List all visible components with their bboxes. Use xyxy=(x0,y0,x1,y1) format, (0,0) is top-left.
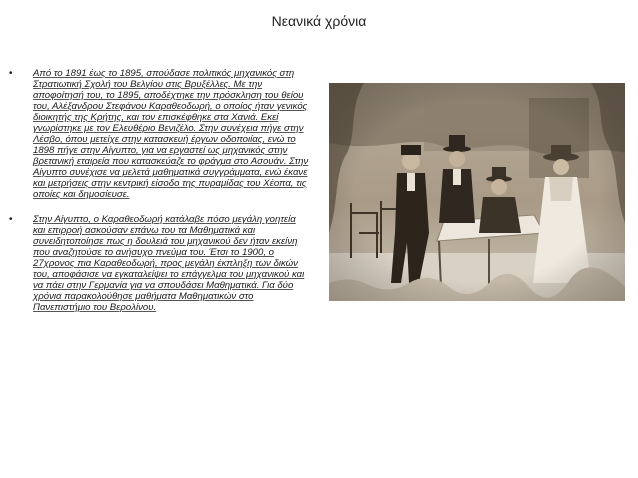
sepia-group-photo xyxy=(329,83,625,301)
bullet-item-1 xyxy=(9,68,309,200)
slide-title: Νεανικά χρόνια xyxy=(271,13,367,29)
bullet-text: Στην Αίγυπτο, ο Καραθεοδωρή κατάλαβε πόσο μεγάλη γοητεία και επιρροή ασκούσαν επάνω του τα Μαθηματικά και συνειδητοποίησε πως η δουλειά του μηχανικού δεν ήταν εκείνη που αναζητούσε το ανήσυχο πνεύμα του. Έτσι το 1900, ο 27χρονος πια Καραθεοδωρή, προς μεγάλη έκπληξη των δικών του, αποφάσισε να εγκαταλείψει το επάγγελμα του μηχανικού και να πάει στην Γερμανία για να σπουδάσει Μαθηματικά. Για δύο χρόνια παρακολούθησε μαθήματα Μαθηματικών στο Πανεπιστήμιο του Βερολίνου. xyxy=(33,214,305,313)
photo-image xyxy=(329,83,625,301)
bullet-item-2 xyxy=(9,214,309,313)
bullet-list xyxy=(9,68,309,327)
bullet-marker: • xyxy=(9,214,13,225)
bullet-marker: • xyxy=(9,68,13,79)
bullet-text: Από το 1891 έως το 1895, σπούδασε πολιτικός μηχανικός στη Στρατιωτική Σχολή του Βελγίου στις Βρυξέλλες. Με την αποφοίτησή του, το 1895, αποδέχτηκε την πρόσκληση του θείου του, Αλέξανδρου Στεφάνου Καραθεοδωρή, ο οποίος ήταν γενικός διοικητής της Κρήτης, και τον επισκέφθηκε στα Χανιά. Εκεί γνωρίστηκε με τον Ελευθέριο Βενιζέλο. Στην συνέχεια πήγε στην Λέσβο, όπου μετείχε στην κατασκευή έργων οδοποιίας, ενώ το 1898 πήγε στην Αίγυπτο, για να εργαστεί ως μηχανικός στην βρετανική εταιρεία που κατασκεύαζε το φράγμα στο Ασουάν. Στην Αίγυπτο συνέχισε να μελετά μαθηματικά συγγράμματα, ενώ έκανε και μετρήσεις στην κεντρική είσοδο της πυραμίδας του Χέοπα, τις οποίες και δημοσίευσε. xyxy=(33,68,309,200)
